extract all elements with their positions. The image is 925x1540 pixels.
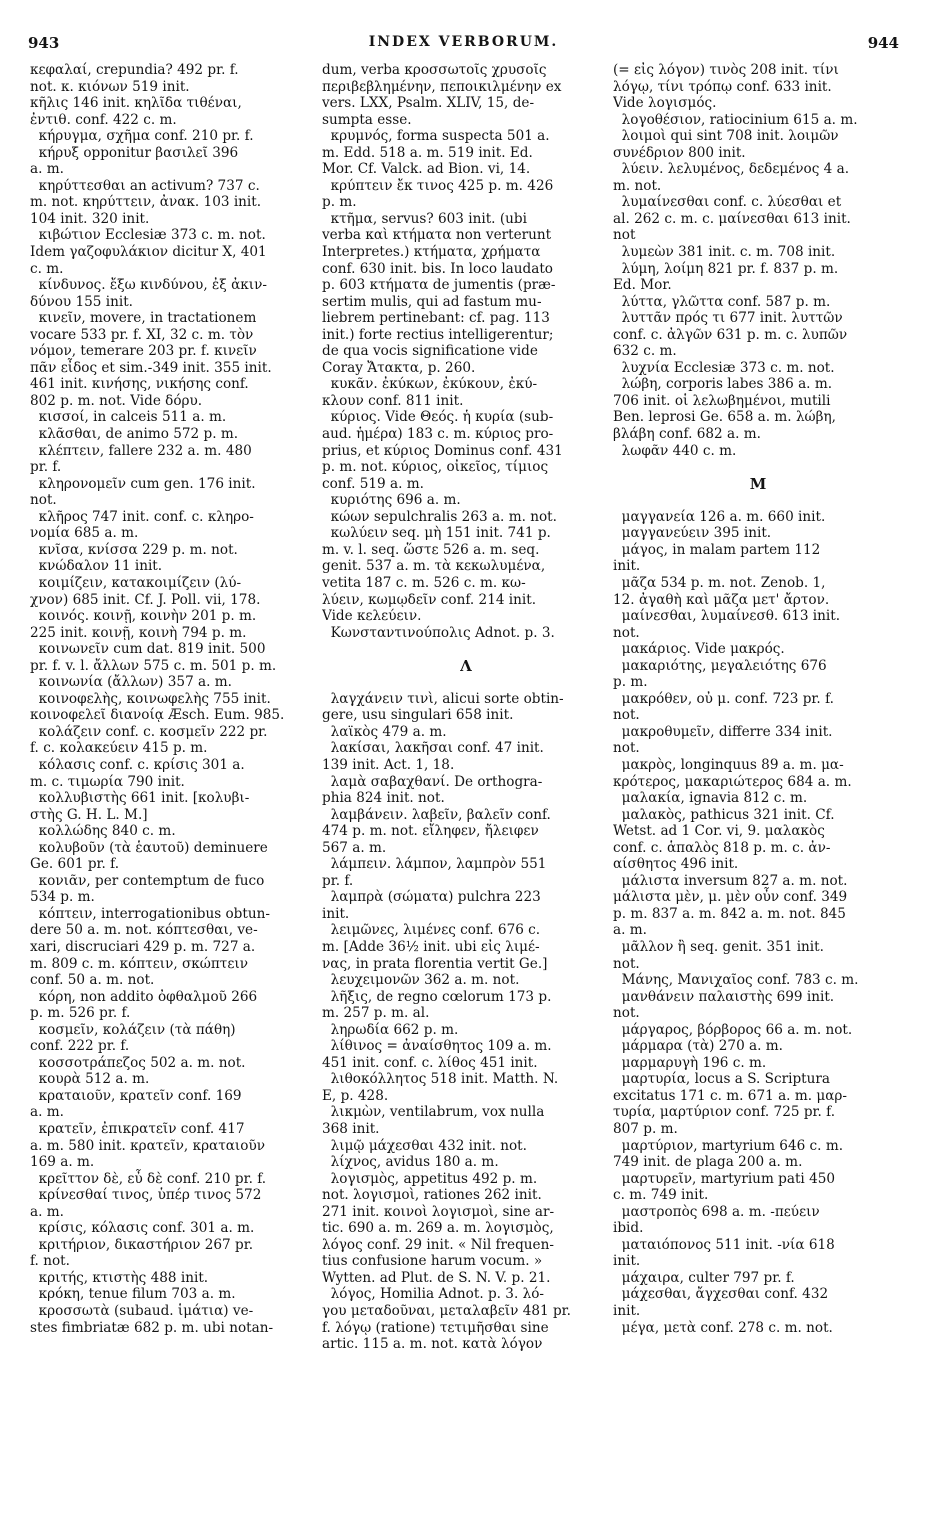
index-line: κρόκη, tenue filum 703 a. m. (30, 1286, 236, 1303)
index-line: not. (613, 740, 640, 757)
index-line: κλῆρος 747 init. conf. c. κληρο- (30, 508, 254, 525)
index-line: λαγχάνειν τινὶ, alicui sorte obtin- (322, 690, 564, 707)
index-line: λύμη, λοίμη 821 pr. f. 837 p. m. (613, 260, 839, 277)
index-line: κολάζειν conf. c. κοσμεῖν 222 pr. (30, 723, 268, 740)
index-line (322, 641, 610, 658)
index-line: 104 init. 320 init. (30, 210, 150, 227)
index-line: κρύπτειν ἔκ τινος 425 p. m. 426 (322, 177, 554, 194)
index-line: init. (613, 1303, 641, 1320)
index-line: m. c. τιμωρία 790 init. (30, 773, 185, 790)
index-line: init. (613, 1253, 641, 1270)
index-line: κοσσοτράπεζος 502 a. m. not. (30, 1054, 246, 1071)
index-line: not. (613, 707, 640, 724)
index-line: κινεῖν, movere, in tractationem (30, 310, 257, 327)
index-line: μᾶζα 534 p. m. not. Zenob. 1, (613, 574, 826, 591)
index-line: ληρωδία 662 p. m. (322, 1021, 459, 1038)
index-line: Ed. Mor. (613, 277, 672, 294)
index-line: a. m. (30, 1203, 64, 1220)
index-line: λογοθέσιον, ratiocinium 615 a. m. (613, 111, 858, 128)
index-line: λιμῷ μάχεσθαι 432 init. not. (322, 1137, 527, 1154)
index-line: Ben. leprosi Ge. 658 a. m. λώβη, (613, 409, 836, 426)
index-line: κουρὰ 512 a. m. (30, 1071, 150, 1088)
index-line: not. (613, 1005, 640, 1022)
index-line: p. m. 526 pr. f. (30, 1005, 131, 1022)
index-line: μακροθυμεῖν, differre 334 init. (613, 723, 833, 740)
index-line: κρίνεσθαί τινος, ὑπέρ τινος 572 (30, 1187, 262, 1204)
index-line: λύειν, κωμῳδεῖν conf. 214 init. (322, 591, 537, 608)
index-line: 534 p. m. (30, 889, 95, 906)
index-line: κτῆμα, servus? 603 init. (ubi (322, 210, 527, 227)
index-line: κοινωνία (ἄλλων) 357 a. m. (30, 674, 233, 691)
index-line: ματαιόπονος 511 init. -νία 618 (613, 1236, 835, 1253)
index-line: κισσοί, in calceis 511 a. m. (30, 409, 227, 426)
index-line: λίχνος, avidus 180 a. m. (322, 1154, 499, 1171)
index-line: f. not. (30, 1253, 70, 1270)
index-line: μαρτύριον, martyrium 646 c. m. (613, 1137, 844, 1154)
index-line: κοινοφελεῖ διανοίᾳ Æsch. Eum. 985. (30, 707, 285, 724)
index-line: p. m. 837 a. m. 842 a. m. not. 845 (613, 905, 846, 922)
index-line: init.) forte rectius intelligerentur; (322, 326, 554, 343)
index-line: μαστροπὸς 698 a. m. -πεύειν (613, 1203, 820, 1220)
index-line: m. not. κηρύττειν, ἀνακ. 103 init. (30, 194, 262, 211)
index-line: tic. 690 a. m. 269 a. m. λογισμὸς, (322, 1220, 554, 1237)
index-line: λόγῳ, τίνι τρόπῳ conf. 633 init. (613, 78, 832, 95)
index-line: p. m. not. κύριος, οἰκεῖος, τίμιος (322, 459, 549, 476)
index-line: κληρονομεῖν cum gen. 176 init. (30, 475, 256, 492)
index-line: λώβη, corporis labes 386 a. m. (613, 376, 833, 393)
index-line: μάρμαρα (τὰ) 270 a. m. (613, 1038, 784, 1055)
index-line: μάλιστα inversum 827 a. m. not. (613, 872, 848, 889)
index-line: πᾶν εἶδος et sim.-349 init. 355 init. (30, 359, 272, 376)
index-line: νόμον, temerare 203 pr. f. κινεῖν (30, 343, 257, 360)
index-line: μάχαιρα, culter 797 pr. f. (613, 1269, 795, 1286)
index-line: conf. 50 a. m. not. (30, 972, 155, 989)
index-line: not. (613, 624, 640, 641)
index-line: aud. ἡμέρα) 183 c. m. κύριος pro- (322, 426, 554, 443)
index-line: λῆξις, de regno cœlorum 173 p. (322, 988, 552, 1005)
index-line: liebrem pertinebant: cf. pag. 113 (322, 310, 550, 327)
index-line: c. m. 749 init. (613, 1187, 709, 1204)
index-line: 802 p. m. not. Vide δόρυ. (30, 392, 203, 409)
index-line: βλάβη conf. 682 a. m. (613, 426, 761, 443)
index-line: κροσσωτὰ (subaud. ἱμάτια) ve- (30, 1303, 254, 1320)
index-line: λόγος, Homilia Adnot. p. 3. λό- (322, 1286, 544, 1303)
index-line: Coray Ἄτακτα, p. 260. (322, 359, 476, 376)
index-line: p. 603 κτήματα de jumentis (præ- (322, 277, 556, 294)
index-line (613, 492, 903, 509)
index-line: f. c. κολακεύειν 415 p. m. (30, 740, 208, 757)
running-title: INDEX VERBORUM. (368, 34, 559, 50)
index-line: phia 824 init. not. (322, 790, 445, 807)
index-line: μαρμαρυγὴ 196 c. m. (613, 1054, 767, 1071)
index-line: λόγος conf. 29 init. « Nil frequen- (322, 1236, 554, 1253)
index-line: λαμβάνειν. λαβεῖν, βαλεῖν conf. (322, 806, 551, 823)
index-line: λυμεὼν 381 init. c. m. 708 init. (613, 244, 836, 261)
index-line: μανθάνειν παλαιστὴς 699 init. (613, 988, 835, 1005)
index-line: κίνδυνος. ἔξω κινδύνου, ἐξ ἀκιν- (30, 277, 267, 294)
index-line: χνον) 685 init. Cf. J. Poll. vii, 178. (30, 591, 261, 608)
index-line: Wetst. ad 1 Cor. vi, 9. μαλακὸς (613, 823, 825, 840)
index-line: m. v. l. seq. ὥστε 526 a. m. seq. (322, 541, 540, 558)
index-line: conf. 630 init. bis. In loco laudato (322, 260, 553, 277)
index-line: λογισμὸς, appetitus 492 p. m. (322, 1170, 538, 1187)
index-line: dum, verba κροσσωτοῖς χρυσοῖς (322, 62, 547, 78)
index-line: λάμπειν. λάμπον, λαμπρὸν 551 (322, 856, 547, 873)
index-line: conf. c. ἀλγῶν 631 p. m. c. λυπῶν (613, 326, 848, 343)
index-line: λειμῶνες, λιμένες conf. 676 c. (322, 922, 541, 939)
index-line: κριτήριον, δικαστήριον 267 pr. (30, 1236, 254, 1253)
index-line: tius confusione harum vocum. » (322, 1253, 543, 1270)
index-line: γου μεταδοῦναι, μεταλαβεῖν 481 pr. (322, 1303, 572, 1320)
index-line: 169 a. m. (30, 1154, 95, 1171)
index-line: not. (613, 955, 640, 972)
index-line: λύττα, γλῶττα conf. 587 p. m. (613, 293, 831, 310)
index-line: κλέπτειν, fallere 232 a. m. 480 (30, 442, 252, 459)
index-line: 451 init. conf. c. λίθος 451 init. (322, 1054, 538, 1071)
index-line: ibid. (613, 1220, 644, 1237)
index-line: f. λόγῳ (ratione) τετιμῆσθαι sine (322, 1319, 549, 1336)
index-line: αίσθητος 496 init. (613, 856, 739, 873)
index-line: κρεῖττον δὲ, εὖ δὲ conf. 210 pr. f. (30, 1170, 267, 1187)
index-line: λιθοκόλλητος 518 init. Matth. N. (322, 1071, 559, 1088)
index-line: gere, usu singulari 658 init. (322, 707, 514, 724)
index-line: μακαριότης, μεγαλειότης 676 (613, 657, 827, 674)
index-line: vocare 533 pr. f. XI, 32 c. m. τὸν (30, 326, 254, 343)
index-line: pr. f. (30, 459, 62, 476)
index-line: κλᾶσθαι, de animo 572 p. m. (30, 426, 239, 443)
index-line: Idem γαζοφυλάκιον dicitur X, 401 (30, 244, 267, 261)
index-line: a. m. (30, 161, 64, 178)
index-line: μᾶλλον ἢ seq. genit. 351 init. (613, 938, 824, 955)
index-line: συνέδριον 800 init. (613, 144, 746, 161)
index-line: Mor. Cf. Valck. ad Bion. vi, 14. (322, 161, 531, 178)
section-letter: Λ (460, 656, 472, 675)
index-line: excitatus 171 c. m. 671 a. m. μαρ- (613, 1087, 847, 1104)
index-line: μαλακὸς, pathicus 321 init. Cf. (613, 806, 835, 823)
index-line: μάργαρος, βόρβορος 66 a. m. not. (613, 1021, 853, 1038)
section-letter: M (749, 474, 767, 493)
index-line: not. (30, 492, 57, 509)
index-line: 807 p. m. (613, 1121, 678, 1137)
index-line: 225 init. κοινῇ, κοινὴ 794 p. m. (30, 624, 247, 641)
index-line: μακάριος. Vide μακρός. (613, 641, 785, 658)
index-line: 632 c. m. (613, 343, 677, 360)
index-line: 706 init. οἱ λελωβημένοι, mutili (613, 392, 831, 409)
index-line: 749 init. de plaga 200 a. m. (613, 1154, 803, 1171)
index-line: sertim mulis, qui ad fastum mu- (322, 293, 542, 310)
index-line: (= εἰς λόγον) τινὸς 208 init. τίνι (613, 62, 839, 78)
index-line: vetita 187 c. m. 526 c. m. κω- (322, 574, 526, 591)
index-line (613, 459, 903, 476)
index-line: λικμὼν, ventilabrum, vox nulla (322, 1104, 545, 1121)
index-line: κοινωνεῖν cum dat. 819 init. 500 (30, 641, 266, 658)
index-line: κεφαλαί, crepundia? 492 pr. f. (30, 62, 239, 78)
index-column-1 (30, 62, 318, 1336)
index-line: κιβώτιον Ecclesiæ 373 c. m. not. (30, 227, 266, 244)
index-line: E, p. 428. (322, 1087, 389, 1104)
index-line: κνώδαλον 11 init. (30, 558, 163, 575)
index-line: κλουν conf. 811 init. (322, 392, 464, 409)
index-line: Ge. 601 pr. f. (30, 856, 120, 873)
index-line: artic. 115 a. m. not. κατὰ λόγον (322, 1336, 543, 1353)
page-number-left: 943 (28, 34, 60, 52)
index-line: pr. f. (322, 872, 354, 889)
index-line: Κωνσταντινούπολις Adnot. p. 3. (322, 624, 555, 641)
index-line: μαρτυρεῖν, martyrium pati 450 (613, 1170, 836, 1187)
index-line: κρότερος, μακαριώτερος 684 a. m. (613, 773, 852, 790)
index-line: κοινοφελὴς, κοινωφελὴς 755 init. (30, 690, 271, 707)
index-line: 474 p. m. not. εἴληφεν, ἤλειφεν (322, 823, 539, 840)
index-line: κήρυξ opponitur βασιλεῖ 396 (30, 144, 239, 161)
index-line: λοιμοὶ qui sint 708 init. λοιμῶν (613, 128, 839, 145)
index-line: στὴς G. H. L. M.] (30, 806, 148, 823)
index-line: μάλιστα μὲν, μ. μὲν οὖν conf. 349 (613, 889, 848, 906)
index-line: Interpretes.) κτήματα, χρήματα (322, 244, 541, 261)
index-line: conf. 222 pr. f. (30, 1038, 130, 1055)
index-line: vers. LXX, Psalm. XLIV, 15, de- (322, 95, 535, 112)
index-line: 368 init. (322, 1121, 380, 1137)
index-line: Wytten. ad Plut. de S. N. V. p. 21. (322, 1269, 551, 1286)
index-line: νας, in prata florentia vertit Ge.] (322, 955, 548, 972)
index-line: λαμπρὰ (σώματα) pulchra 223 (322, 889, 541, 906)
index-line: λαμὰ σαβαχθανί. De orthogra- (322, 773, 543, 790)
index-line: de qua vocis significatione vide (322, 343, 538, 360)
index-line: μαλακία, ignavia 812 c. m. (613, 790, 808, 807)
index-line: not. λογισμοὶ, rationes 262 init. (322, 1187, 542, 1204)
index-line: λύειν. λελυμένος, δεδεμένος 4 a. (613, 161, 850, 178)
index-line: a. m. (613, 922, 647, 939)
page-number-right: 944 (867, 34, 899, 52)
index-line: a. m. (30, 1104, 64, 1121)
index-line: prius, et κύριος Dominus conf. 431 (322, 442, 563, 459)
index-line: δύνου 155 init. (30, 293, 133, 310)
index-line: κυκᾶν. ἐκύκων, ἐκύκουν, ἐκύ- (322, 376, 538, 393)
index-line: 567 a. m. (322, 839, 387, 856)
index-line: μαγγανεύειν 395 init. (613, 525, 772, 542)
index-line (322, 674, 610, 691)
index-line: κωλύειν seq. μὴ 151 init. 741 p. (322, 525, 551, 542)
running-header (28, 34, 899, 58)
index-line: 461 init. κινήσης, νικήσης conf. (30, 376, 249, 393)
index-line: τυρία, μαρτύριον conf. 725 pr. f. (613, 1104, 836, 1121)
index-line: conf. c. ἁπαλὸς 818 p. m. c. ἀν- (613, 839, 831, 856)
index-line: κόρη, non addito ὀφθαλμοῦ 266 (30, 988, 258, 1005)
index-line: xari, discruciari 429 p. m. 727 a. (30, 938, 256, 955)
index-line: κύριος. Vide Θεός. ἡ κυρία (sub- (322, 409, 554, 426)
index-line: κολλώδης 840 c. m. (30, 823, 176, 840)
index-line: μέγα, μετὰ conf. 278 c. m. not. (613, 1319, 833, 1336)
index-line: ἐντιθ. conf. 422 c. m. (30, 111, 177, 128)
index-line: init. (322, 905, 350, 922)
index-line: νομία 685 a. m. (30, 525, 139, 542)
index-line: κοινός. κοινῇ, κοινὴν 201 p. m. (30, 608, 257, 625)
index-line: κριτής, κτιστὴς 488 init. (30, 1269, 209, 1286)
index-line: conf. 519 a. m. (322, 475, 424, 492)
index-line: p. m. (322, 194, 357, 211)
index-line: λακίσαι, λακῆσαι conf. 47 init. (322, 740, 544, 757)
index-line: περιβεβλημένην, πεποικιλμένην ex (322, 78, 562, 95)
index-line: 271 init. κοινοὶ λογισμοὶ, sine ar- (322, 1203, 555, 1220)
index-line: μαγγανεία 126 a. m. 660 init. (613, 508, 826, 525)
index-line: pr. f. v. l. ἄλλων 575 c. m. 501 p. m. (30, 657, 277, 674)
index-line: κοιμίζειν, κατακοιμίζειν (λύ- (30, 574, 242, 591)
index-line: λίθινος = ἀναίσθητος 109 a. m. (322, 1038, 552, 1055)
index-line: κρατεῖν, ἐπικρατεῖν conf. 417 (30, 1121, 245, 1137)
index-line: 12. ἀγαθὴ καὶ μᾶζα μετ' ἄρτον. (613, 591, 830, 608)
index-line: λυμαίνεσθαι conf. c. λύεσθαι et (613, 194, 842, 211)
index-line: Μάνης, Μανιχαῖος conf. 783 c. m. (613, 972, 859, 989)
index-line: κνῖσα, κνίσσα 229 p. m. not. (30, 541, 238, 558)
index-line: κῆλις 146 init. κηλῖδα τιθέναι, (30, 95, 242, 112)
index-line: m. [Adde 36½ init. ubi εἰς λιμέ- (322, 938, 540, 955)
index-line: κώων sepulchralis 263 a. m. not. (322, 508, 557, 525)
index-line: λευχειμονῶν 362 a. m. not. (322, 972, 520, 989)
index-line: verba καὶ κτήματα non verterunt (322, 227, 552, 244)
index-line: κρυμνός, forma suspecta 501 a. (322, 128, 550, 145)
index-line: μακρὸς, longinquus 89 a. m. μα- (613, 756, 844, 773)
index-line: λυχνία Ecclesiæ 373 c. m. not. (613, 359, 835, 376)
index-line: Vide λογισμός. (613, 95, 717, 112)
index-line: m. 257 p. m. al. (322, 1005, 430, 1022)
index-line: a. m. 580 init. κρατεῖν, κραταιοῦν (30, 1137, 265, 1154)
index-line: κόπτειν, interrogationibus obtun- (30, 905, 270, 922)
index-line: λωφᾶν 440 c. m. (613, 442, 737, 459)
index-line: κολλυβιστὴς 661 init. [κολυβι- (30, 790, 250, 807)
index-line: p. m. (613, 674, 648, 691)
index-line: κηρύττεσθαι an activum? 737 c. (30, 177, 260, 194)
index-line: κονιᾶν, per contemptum de fuco (30, 872, 265, 889)
index-line: κήρυγμα, σχῆμα conf. 210 pr. f. (30, 128, 254, 145)
index-line: λυττᾶν πρός τι 677 init. λυττῶν (613, 310, 843, 327)
index-line: not (613, 227, 636, 244)
index-line: μάχεσθαι, ἄγχεσθαι conf. 432 (613, 1286, 829, 1303)
index-line: stes fimbriatæ 682 p. m. ubi notan- (30, 1319, 274, 1336)
index-line: genit. 537 a. m. τὰ κεκωλυμένα, (322, 558, 546, 575)
index-line: dere 50 a. m. not. κόπτεσθαι, ve- (30, 922, 258, 939)
index-line: c. m. (30, 260, 64, 277)
index-line: m. 809 c. m. κόπτειν, σκώπτειν (30, 955, 248, 972)
index-line: κοσμεῖν, κολάζειν (τὰ πάθη) (30, 1021, 236, 1038)
index-column-2 (322, 62, 610, 1353)
index-line: κραταιοῦν, κρατεῖν conf. 169 (30, 1087, 242, 1104)
index-line: μαρτυρία, locus a S. Scriptura (613, 1071, 830, 1088)
index-line: κρίσις, κόλασις conf. 301 a. m. (30, 1220, 255, 1237)
index-line: al. 262 c. m. c. μαίνεσθαι 613 init. (613, 210, 851, 227)
index-line: μακρόθεν, οὐ μ. conf. 723 pr. f. (613, 690, 834, 707)
index-line: μαίνεσθαι, λυμαίνεσθ. 613 init. (613, 608, 841, 625)
index-line: κυριότης 696 a. m. (322, 492, 461, 509)
index-line: not. κ. κιόνων 519 init. (30, 78, 190, 95)
index-line: κολυβοῦν (τὰ ἑαυτοῦ) deminuere (30, 839, 268, 856)
index-line: sumpta esse. (322, 111, 412, 128)
index-column-3 (613, 62, 903, 1336)
index-line: m. not. (613, 177, 662, 194)
index-line: λαϊκὸς 479 a. m. (322, 723, 447, 740)
index-line: 139 init. Act. 1, 18. (322, 756, 455, 773)
index-line: κόλασις conf. c. κρίσις 301 a. (30, 756, 245, 773)
index-line: m. Edd. 518 a. m. 519 init. Ed. (322, 144, 533, 161)
index-line: μάγος, in malam partem 112 (613, 541, 821, 558)
index-line: init. (613, 558, 641, 575)
index-line: Vide κελεύειν. (322, 608, 422, 625)
